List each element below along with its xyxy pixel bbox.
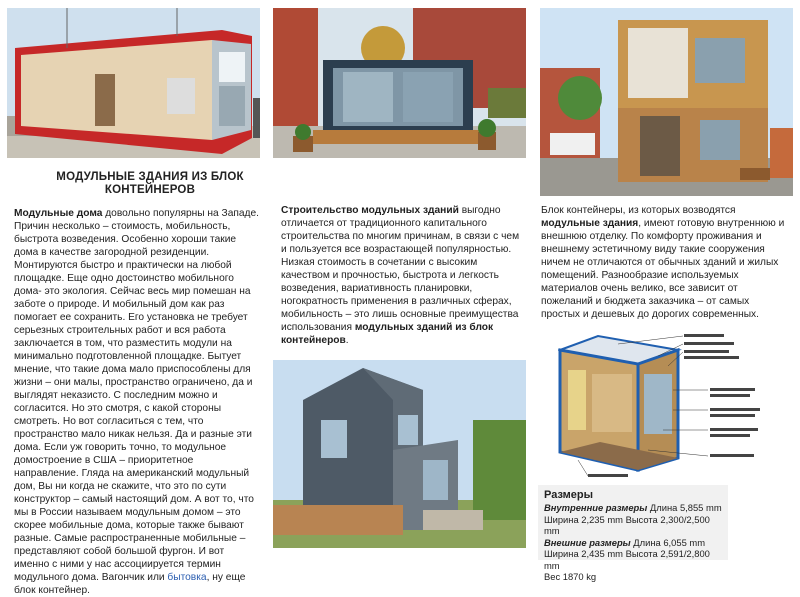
- weight-value: Вес 1870 kg: [544, 571, 597, 582]
- page-title: МОДУЛЬНЫЕ ЗДАНИЯ ИЗ БЛОК КОНТЕЙНЕРОВ: [56, 171, 244, 196]
- right-bold-1: модульные здания: [541, 218, 639, 229]
- outer-dimensions-label: Внешние размеры: [544, 536, 631, 548]
- left-lead-text: довольно популярны на Западе. Причин несколько – стоимость, мобильность, быстрота возведения. Особенно хороши такие дома в качестве загородной резиденции. Монтируются быстро и практически на любой площадке. Еще одно достоинство мобильного дома- это экология. Сейчас весь мир помешан на заботе о природе. И мобильный дом как раз помогает ее сохранить. Его установка не требует серьезных строительных работ и вся работа заключается в том, что разместить модули на минимально подготовленной площадке. Бытует мнение, что такие дома мало приспособлены для жизни – они малы, пространство ограничено, да и выглядят неказисто. С последним можно и согласится. Но это смотря, с какой стороны смотреть. Но вот согласиться с тем, что пространство мало никак нельзя. Да и разные эти дома. Если уж говорить точно, то модульное домостроение в США – приоритетное направление. Гляда на американский модульный дом, Вы ни когда не скажите, что это по сути конструктор – самый настоящий дом. А вот то, что мы в России называем модульным домом – это скорее мобильные дома, которые также бывают разные. Самые распространенные мобильные – представляют собой большой фургон. И вот именно с ними у нас ассоциируется термин модульного дома. Вагончик или: [14, 208, 259, 583]
- middle-column-text: [281, 204, 527, 347]
- inner-dimensions-value: Длина 5,855 mm: [647, 502, 722, 513]
- right-text-1: Блок контейнеры, из которых возводятся: [541, 205, 736, 216]
- right-text-2: , имеют готовую внутреннюю и внешнюю отделку. По комфорту проживания и внешнему эстетичному виду такие сооружения ничем не отличаются от обычных зданий и жилых помещений. Разнообразие используемых материалов очень велико, все зависит от пожеланий и бюджета заказчика – от самых простых и дешевых до дорогих современных.: [541, 218, 785, 320]
- left-column-text: [14, 207, 260, 597]
- outer-dimensions-value-2: Ширина 2,435 mm Высота 2,591/2,800 mm: [544, 548, 710, 571]
- photo-wooden-house: [540, 8, 793, 196]
- dimensions-heading: Размеры: [544, 489, 594, 501]
- mid-text-2: .: [345, 335, 349, 346]
- photo-red-container: [7, 8, 260, 158]
- left-tail-text: , ну еще блок контейнер.: [14, 572, 246, 596]
- inner-dimensions-value-2: Ширина 2,235 mm Высота 2,300/2,500 mm: [544, 513, 710, 536]
- mid-bold-2: модульных зданий из блок контейнеров: [281, 322, 494, 346]
- outer-dimensions-value: Длина 6,055 mm: [630, 536, 706, 548]
- photo-modern-house: [273, 360, 526, 548]
- inner-dimensions-label: Внутренние размеры: [544, 502, 648, 513]
- mid-bold-1: Строительство модульных зданий: [281, 205, 459, 216]
- dimensions-box: [538, 485, 728, 582]
- container-diagram: [558, 330, 786, 480]
- left-lead-bold: Модульные дома: [14, 208, 103, 219]
- photo-patio-container: [273, 8, 526, 158]
- mid-text-1: выгодно отличается от традиционного капитального строительства по многим причинам, в связи с чем и пользуется все возрастающей популярностью. Низкая стоимость в сочетании с высоким качеством и прочностью, быстрота и легкость возведения, вариативность планировки, ногократность применения в различных сферах, мобильность – это лишь основные преимущества использования: [281, 205, 520, 333]
- link-bytovka[interactable]: бытовка: [167, 572, 207, 583]
- right-column-text: [541, 204, 791, 321]
